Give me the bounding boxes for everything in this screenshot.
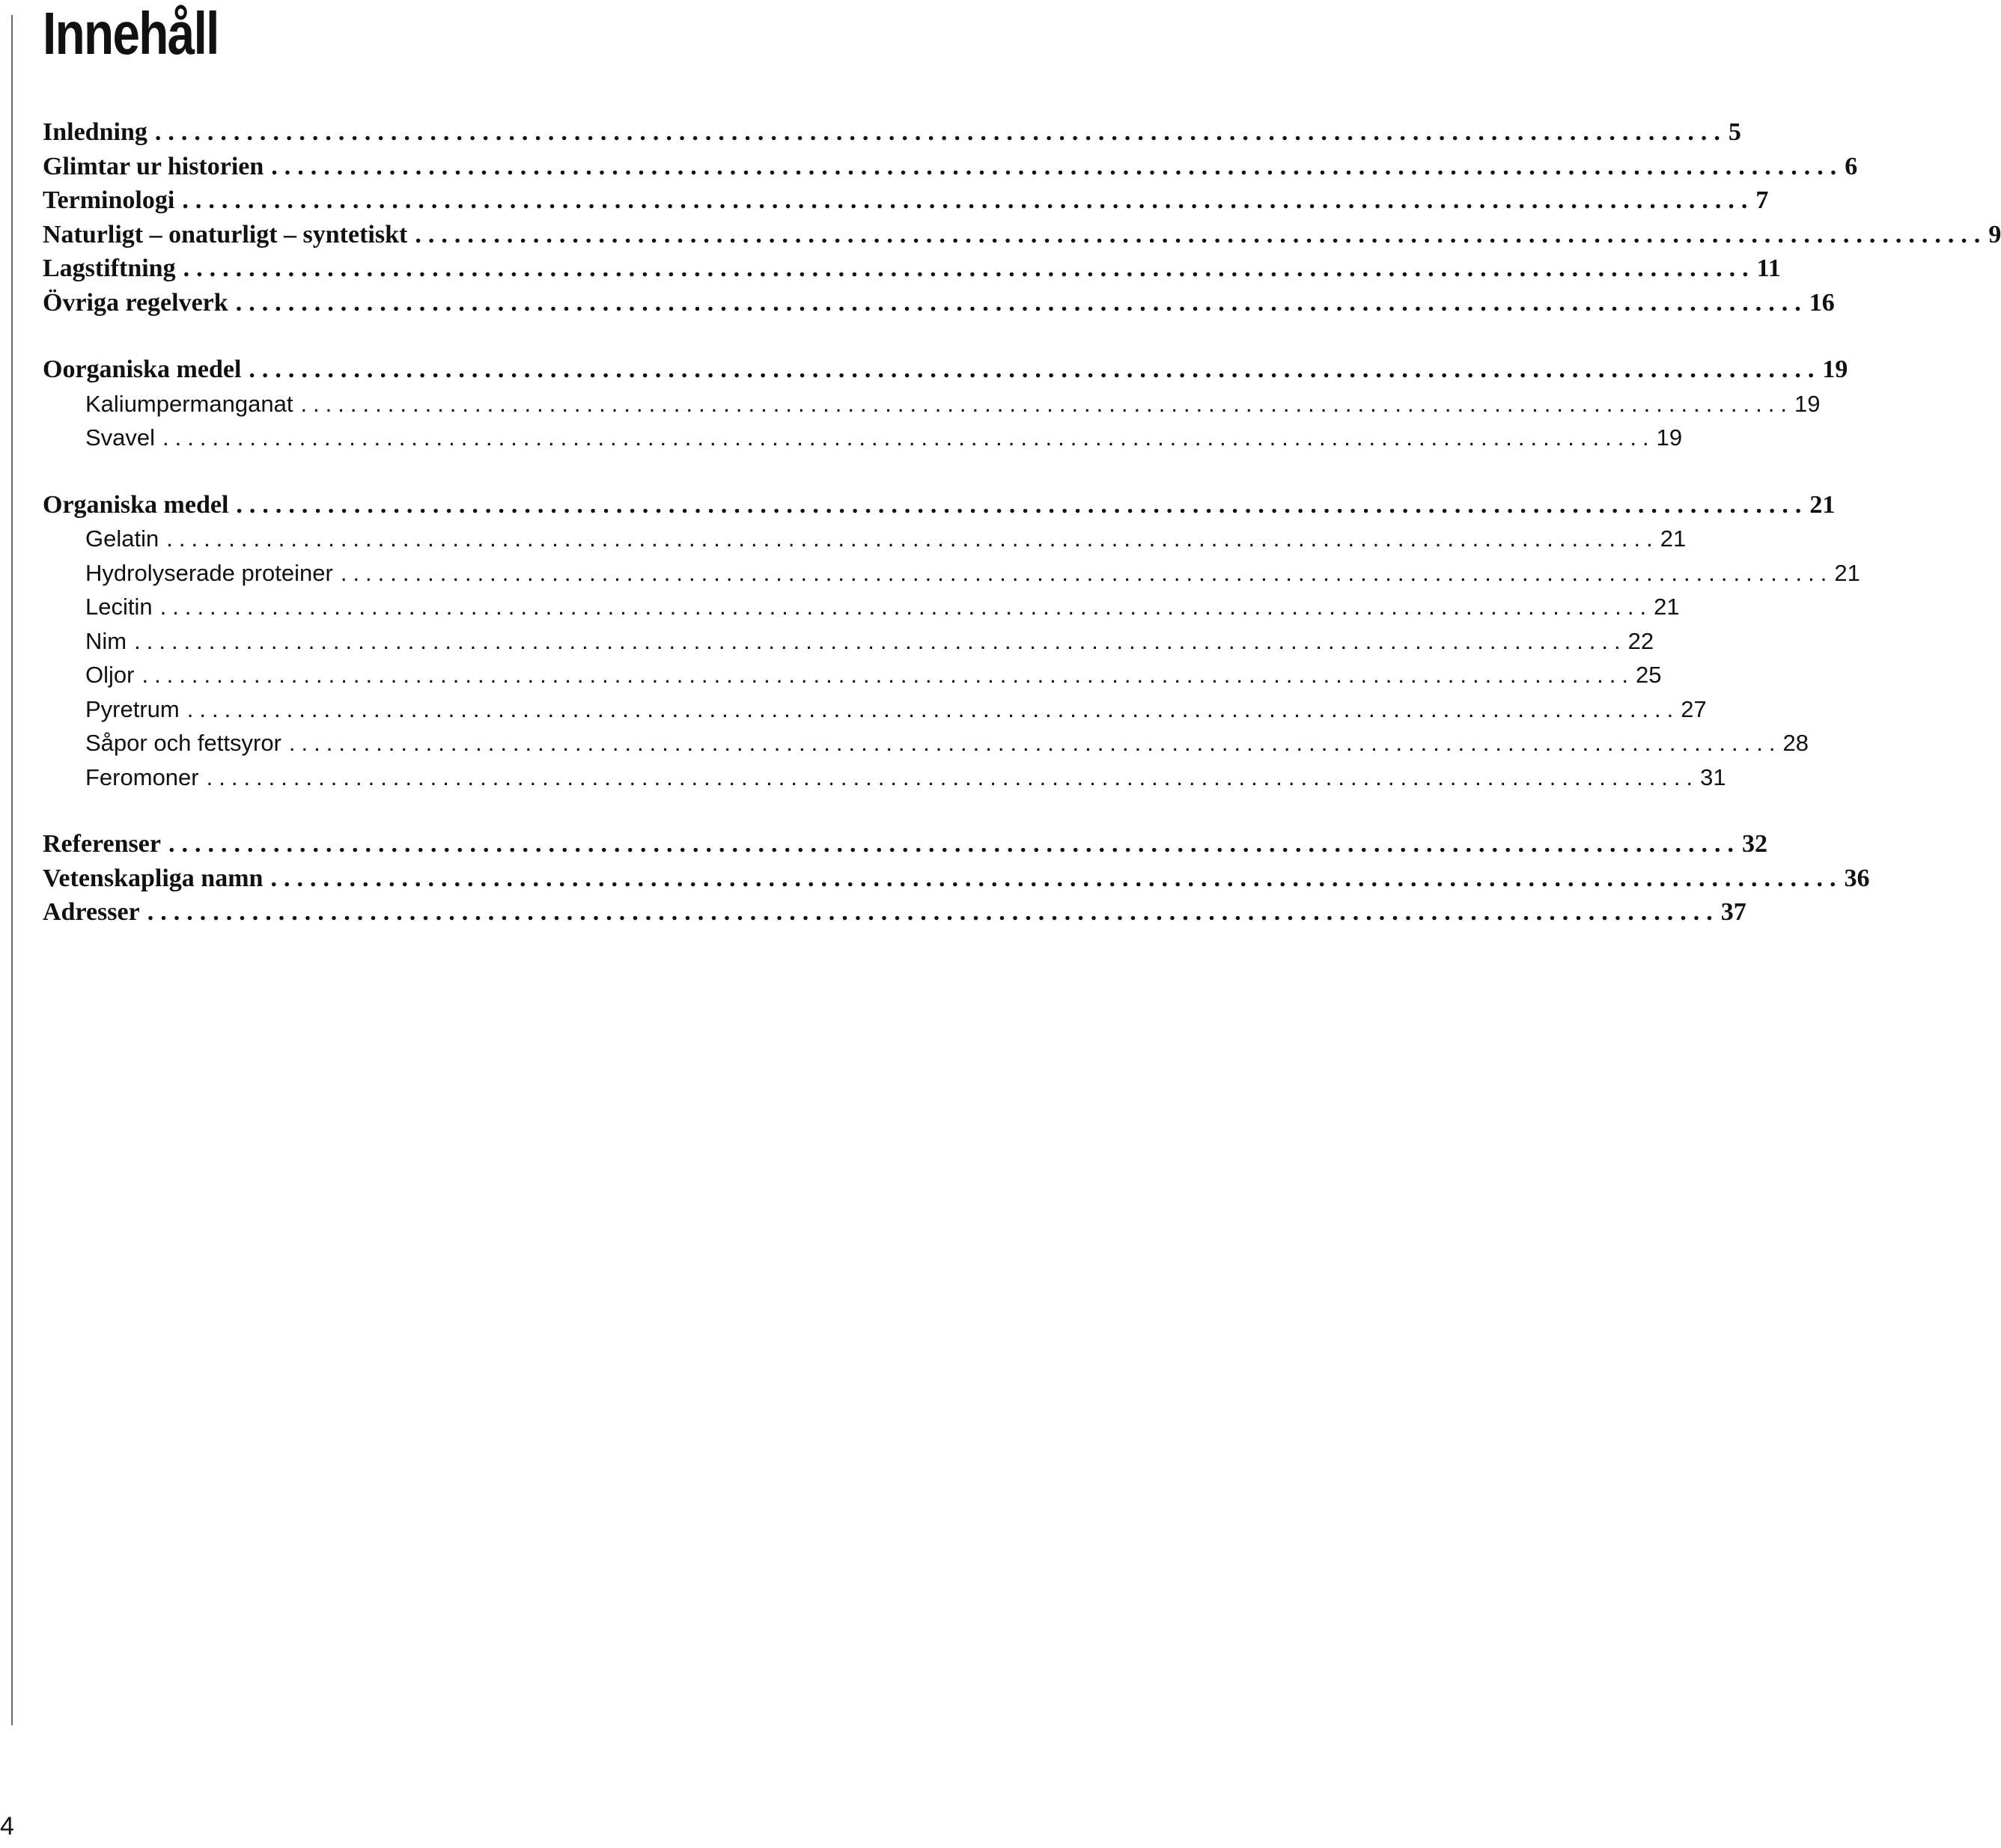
toc-heading-organiska-medel[interactable]	[43, 488, 1836, 522]
toc-entry-label: Kaliumpermanganat	[85, 390, 293, 417]
toc-entry-page: 19	[1656, 424, 1683, 451]
dot-leader: ........................................................................................................................	[235, 288, 1808, 317]
toc-entry-lagstiftning[interactable]	[43, 251, 1781, 286]
toc-entry-terminologi[interactable]	[43, 183, 1769, 218]
dot-leader: ........................................................................................................................	[271, 152, 1844, 180]
toc-entry-inledning[interactable]	[43, 115, 1741, 150]
toc-entry-page: 19	[1822, 356, 1848, 383]
toc-entry-page: 9	[1988, 220, 2001, 248]
toc-entry-page: 37	[1720, 898, 1746, 926]
dot-leader: ........................................................................................................................	[141, 662, 1634, 688]
toc-group-chapters	[43, 115, 2001, 320]
toc-entry-nim[interactable]	[43, 624, 1654, 659]
toc-entry-label: Svavel	[85, 424, 156, 451]
toc-entry-pyretrum[interactable]	[43, 692, 1707, 727]
toc-entry-label: Organiska medel	[43, 490, 229, 519]
toc-entry-oljor[interactable]	[43, 658, 1662, 692]
dot-leader: ........................................................................................................................	[134, 627, 1627, 654]
table-of-contents	[43, 115, 2001, 963]
toc-entry-label: Feromoner	[85, 763, 199, 790]
toc-entry-label: Hydrolyserade proteiner	[85, 559, 333, 586]
toc-group-back-matter	[43, 827, 1870, 930]
toc-entry-page: 22	[1627, 627, 1654, 654]
toc-entry-label: Naturligt – onaturligt – syntetiskt	[43, 220, 408, 248]
toc-entry-label: Gelatin	[85, 525, 159, 552]
toc-entry-lecitin[interactable]	[43, 590, 1680, 624]
toc-group-organiska-medel	[43, 488, 1860, 795]
toc-entry-page: 21	[1660, 525, 1687, 552]
toc-entry-label: Inledning	[43, 118, 147, 146]
toc-entry-adresser[interactable]	[43, 895, 1746, 930]
toc-entry-label: Terminologi	[43, 186, 175, 214]
toc-entry-page: 11	[1756, 254, 1781, 282]
toc-entry-label: Referenser	[43, 830, 161, 858]
toc-entry-page: 6	[1845, 152, 1858, 180]
dot-leader: ........................................................................................................................	[236, 490, 1809, 519]
dot-leader: ........................................................................................................................	[288, 730, 1782, 756]
toc-entry-hydrolyserade-proteiner[interactable]	[43, 556, 1860, 591]
toc-entry-sapor-och-fettsyror[interactable]	[43, 726, 1809, 760]
dot-leader: ........................................................................................................................	[340, 559, 1833, 586]
toc-entry-naturligt-onaturligt-syntetiskt[interactable]	[43, 218, 2001, 252]
dot-leader: ........................................................................................................................	[147, 898, 1720, 926]
toc-entry-gelatin[interactable]	[43, 522, 1687, 556]
toc-entry-label: Vetenskapliga namn	[43, 864, 264, 892]
toc-entry-label: Oljor	[85, 662, 135, 688]
page-number: 4	[0, 1812, 14, 1841]
toc-entry-glimtar-ur-historien[interactable]	[43, 150, 1858, 184]
toc-entry-label: Glimtar ur historien	[43, 152, 264, 180]
toc-entry-label: Adresser	[43, 898, 140, 926]
toc-entry-page: 25	[1636, 662, 1662, 688]
dot-leader: ........................................................................................................................	[206, 763, 1699, 790]
dot-leader: ........................................................................................................................	[162, 424, 1655, 451]
dot-leader: ........................................................................................................................	[249, 356, 1821, 383]
toc-entry-page: 21	[1809, 490, 1836, 519]
toc-entry-ovriga-regelverk[interactable]	[43, 286, 1835, 320]
toc-entry-label: Lagstiftning	[43, 254, 176, 282]
toc-entry-page: 7	[1755, 186, 1769, 214]
toc-entry-page: 27	[1681, 695, 1707, 722]
dot-leader: ........................................................................................................................	[182, 186, 1755, 214]
dot-leader: ........................................................................................................................	[270, 864, 1843, 892]
dot-leader: ........................................................................................................................	[300, 390, 1793, 417]
toc-entry-page: 5	[1728, 118, 1741, 146]
toc-entry-page: 16	[1809, 288, 1835, 317]
toc-entry-label: Pyretrum	[85, 695, 180, 722]
toc-entry-page: 31	[1700, 763, 1726, 790]
toc-entry-kaliumpermanganat[interactable]	[43, 387, 1821, 421]
margin-rule	[11, 15, 13, 1725]
toc-entry-page: 32	[1741, 830, 1767, 858]
toc-entry-page: 21	[1654, 594, 1680, 620]
toc-entry-page: 21	[1834, 559, 1860, 586]
toc-entry-feromoner[interactable]	[43, 760, 1726, 795]
dot-leader: ........................................................................................................................	[159, 594, 1653, 620]
toc-entry-label: Nim	[85, 627, 127, 654]
toc-entry-label: Övriga regelverk	[43, 288, 228, 317]
dot-leader: ........................................................................................................................	[166, 525, 1659, 552]
page-title: Innehåll	[43, 0, 219, 67]
toc-entry-referenser[interactable]	[43, 827, 1767, 862]
dot-leader: ........................................................................................................................	[168, 830, 1740, 858]
toc-entry-page: 36	[1844, 864, 1870, 892]
dot-leader: ........................................................................................................................	[415, 220, 1988, 248]
toc-entry-vetenskapliga-namn[interactable]	[43, 862, 1870, 896]
toc-entry-svavel[interactable]	[43, 421, 1683, 455]
dot-leader: ........................................................................................................................	[186, 695, 1680, 722]
toc-entry-label: Såpor och fettsyror	[85, 730, 281, 756]
toc-entry-page: 19	[1794, 390, 1821, 417]
dot-leader: ........................................................................................................................	[154, 118, 1727, 146]
toc-entry-page: 28	[1782, 730, 1809, 756]
toc-heading-oorganiska-medel[interactable]	[43, 353, 1848, 387]
toc-group-oorganiska-medel	[43, 353, 1848, 455]
toc-entry-label: Lecitin	[85, 594, 153, 620]
toc-entry-label: Oorganiska medel	[43, 356, 242, 383]
dot-leader: ........................................................................................................................	[183, 254, 1755, 282]
